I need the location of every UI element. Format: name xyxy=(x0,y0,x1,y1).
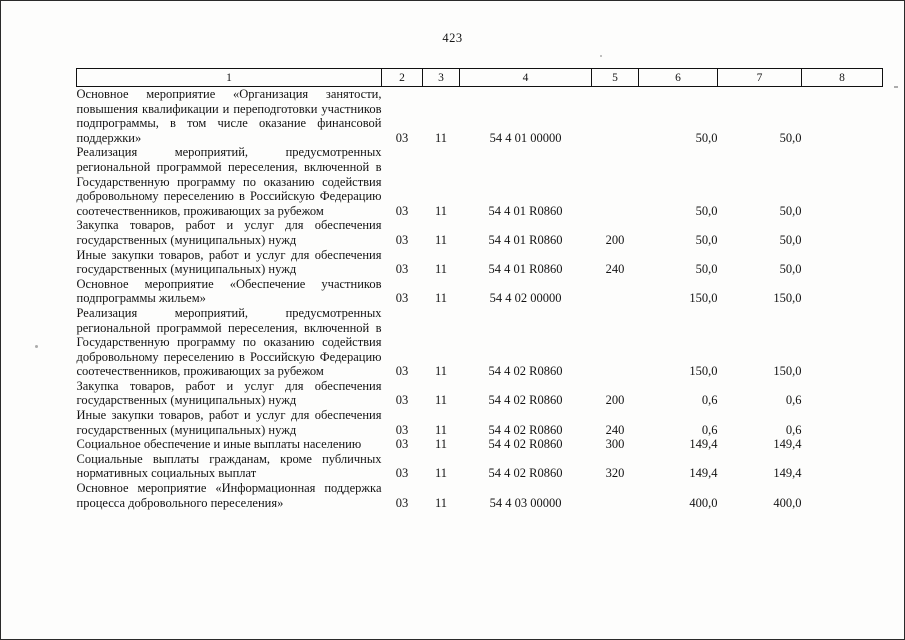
cell-section-code: 03 xyxy=(395,262,409,277)
cell-expense-type: 300 xyxy=(605,437,625,452)
cell-amount-2: 0,6 xyxy=(785,422,802,437)
cell-target-article: 54 4 02 R0860 xyxy=(488,364,563,379)
cell-amount-3 xyxy=(802,379,883,408)
cell-amount-1: 0,6 xyxy=(701,422,718,437)
row-description: Закупка товаров, работ и услуг для обеспечения государственных (муниципальных) нужд xyxy=(76,378,382,408)
cell-amount-3 xyxy=(802,452,883,481)
cell-expense-type: 240 xyxy=(605,422,625,437)
row-description: Закупка товаров, работ и услуг для обеспечения государственных (муниципальных) нужд xyxy=(76,218,382,247)
table-row xyxy=(77,408,883,437)
cell-section-code: 03 xyxy=(395,232,409,247)
table-header-row xyxy=(77,69,883,87)
cell-amount-3 xyxy=(802,306,883,379)
cell-amount-3 xyxy=(802,145,883,218)
scan-noise xyxy=(600,55,602,57)
cell-amount-2: 50,0 xyxy=(779,130,802,145)
cell-amount-2: 150,0 xyxy=(773,291,802,306)
row-description: Реализация мероприятий, предусмотренных региональной программой переселения, включенной в Государственную программу по оказанию содействия добровольному переселению в Российскую Федерацию соотечественников, проживающих за рубежом xyxy=(76,145,382,218)
table-row xyxy=(77,218,883,247)
cell-amount-1: 50,0 xyxy=(695,130,718,145)
cell-amount-2: 149,4 xyxy=(773,466,802,481)
table-row xyxy=(77,145,883,218)
page-number: 423 xyxy=(442,31,463,45)
cell-subsection-code: 11 xyxy=(434,393,448,408)
cell-amount-3 xyxy=(802,248,883,277)
row-description: Основное мероприятие «Информационная поддержка процесса добровольного переселения» xyxy=(76,481,382,510)
table-row xyxy=(77,306,883,379)
scan-noise xyxy=(35,345,38,348)
cell-target-article: 54 4 02 R0860 xyxy=(488,393,563,408)
cell-subsection-code: 11 xyxy=(434,262,448,277)
cell-subsection-code: 11 xyxy=(434,203,448,218)
table-row xyxy=(77,481,883,510)
cell-section-code: 03 xyxy=(395,291,409,306)
header-col-4: 4 xyxy=(460,69,592,87)
cell-section-code: 03 xyxy=(395,364,409,379)
cell-subsection-code: 11 xyxy=(434,466,448,481)
cell-amount-3 xyxy=(802,218,883,247)
cell-subsection-code: 11 xyxy=(434,495,448,510)
cell-amount-1: 50,0 xyxy=(695,232,718,247)
cell-amount-1: 50,0 xyxy=(695,262,718,277)
row-description: Иные закупки товаров, работ и услуг для обеспечения государственных (муниципальных) нужд xyxy=(76,408,382,437)
cell-subsection-code: 11 xyxy=(434,364,448,379)
cell-section-code: 03 xyxy=(395,393,409,408)
header-col-8: 8 xyxy=(802,69,883,87)
cell-amount-1: 150,0 xyxy=(689,291,718,306)
cell-section-code: 03 xyxy=(395,437,409,452)
cell-expense-type: 320 xyxy=(605,466,625,481)
cell-amount-2: 0,6 xyxy=(785,393,802,408)
row-description: Иные закупки товаров, работ и услуг для обеспечения государственных (муниципальных) нужд xyxy=(76,247,382,277)
cell-target-article: 54 4 02 R0860 xyxy=(488,422,563,437)
row-description: Социальные выплаты гражданам, кроме публичных нормативных социальных выплат xyxy=(76,451,382,481)
header-col-1: 1 xyxy=(77,69,382,87)
cell-subsection-code: 11 xyxy=(434,437,448,452)
cell-amount-2: 149,4 xyxy=(773,437,802,452)
cell-target-article: 54 4 01 R0860 xyxy=(488,232,563,247)
table-row xyxy=(77,437,883,452)
cell-amount-2: 150,0 xyxy=(773,364,802,379)
cell-subsection-code: 11 xyxy=(434,291,448,306)
cell-amount-3 xyxy=(802,87,883,146)
cell-section-code: 03 xyxy=(395,422,409,437)
cell-target-article: 54 4 02 R0860 xyxy=(488,437,563,452)
table-row xyxy=(77,87,883,146)
row-description: Реализация мероприятий, предусмотренных региональной программой переселения, включенной в Государственную программу по оказанию содействия добровольному переселению в Российскую Федерацию соотечественников, проживающих за рубежом xyxy=(76,305,382,379)
cell-expense-type xyxy=(592,145,639,218)
table-row xyxy=(77,452,883,481)
table-row xyxy=(77,248,883,277)
cell-subsection-code: 11 xyxy=(434,422,448,437)
cell-section-code: 03 xyxy=(395,203,409,218)
header-col-3: 3 xyxy=(423,69,460,87)
cell-amount-1: 50,0 xyxy=(695,203,718,218)
cell-amount-3 xyxy=(802,437,883,452)
cell-expense-type: 240 xyxy=(605,262,625,277)
table-row xyxy=(77,277,883,306)
cell-expense-type xyxy=(592,87,639,146)
cell-expense-type: 200 xyxy=(605,393,625,408)
cell-amount-3 xyxy=(802,277,883,306)
cell-amount-2: 50,0 xyxy=(779,203,802,218)
cell-amount-2: 50,0 xyxy=(779,232,802,247)
cell-expense-type xyxy=(592,277,639,306)
cell-amount-1: 0,6 xyxy=(701,393,718,408)
cell-section-code: 03 xyxy=(395,495,409,510)
cell-target-article: 54 4 01 R0860 xyxy=(488,262,563,277)
cell-target-article: 54 4 02 R0860 xyxy=(488,466,563,481)
cell-amount-3 xyxy=(802,408,883,437)
cell-amount-1: 149,4 xyxy=(689,466,718,481)
scan-noise xyxy=(894,86,898,88)
cell-amount-2: 50,0 xyxy=(779,262,802,277)
cell-subsection-code: 11 xyxy=(434,130,448,145)
cell-amount-1: 400,0 xyxy=(689,495,718,510)
cell-subsection-code: 11 xyxy=(434,232,448,247)
cell-expense-type xyxy=(592,306,639,379)
cell-section-code: 03 xyxy=(395,130,409,145)
cell-amount-1: 150,0 xyxy=(689,364,718,379)
cell-section-code: 03 xyxy=(395,466,409,481)
table-row xyxy=(77,379,883,408)
header-col-7: 7 xyxy=(718,69,802,87)
row-description: Основное мероприятие «Обеспечение участников подпрограммы жильем» xyxy=(76,276,382,306)
header-col-5: 5 xyxy=(592,69,639,87)
header-col-2: 2 xyxy=(382,69,423,87)
cell-expense-type: 200 xyxy=(605,232,625,247)
cell-amount-1: 149,4 xyxy=(689,437,718,452)
header-col-6: 6 xyxy=(639,69,718,87)
row-description: Социальное обеспечение и иные выплаты населению xyxy=(76,437,362,452)
cell-amount-2: 400,0 xyxy=(773,495,802,510)
cell-amount-3 xyxy=(802,481,883,510)
row-description: Основное мероприятие «Организация занятости, повышения квалификации и переподготовки участников подпрограммы, в том числе оказание финансовой поддержки» xyxy=(76,87,382,145)
cell-target-article: 54 4 03 00000 xyxy=(489,495,562,510)
budget-table xyxy=(76,68,883,510)
cell-target-article: 54 4 02 00000 xyxy=(489,291,562,306)
cell-expense-type xyxy=(592,481,639,510)
cell-target-article: 54 4 01 R0860 xyxy=(488,203,563,218)
cell-target-article: 54 4 01 00000 xyxy=(489,130,562,145)
